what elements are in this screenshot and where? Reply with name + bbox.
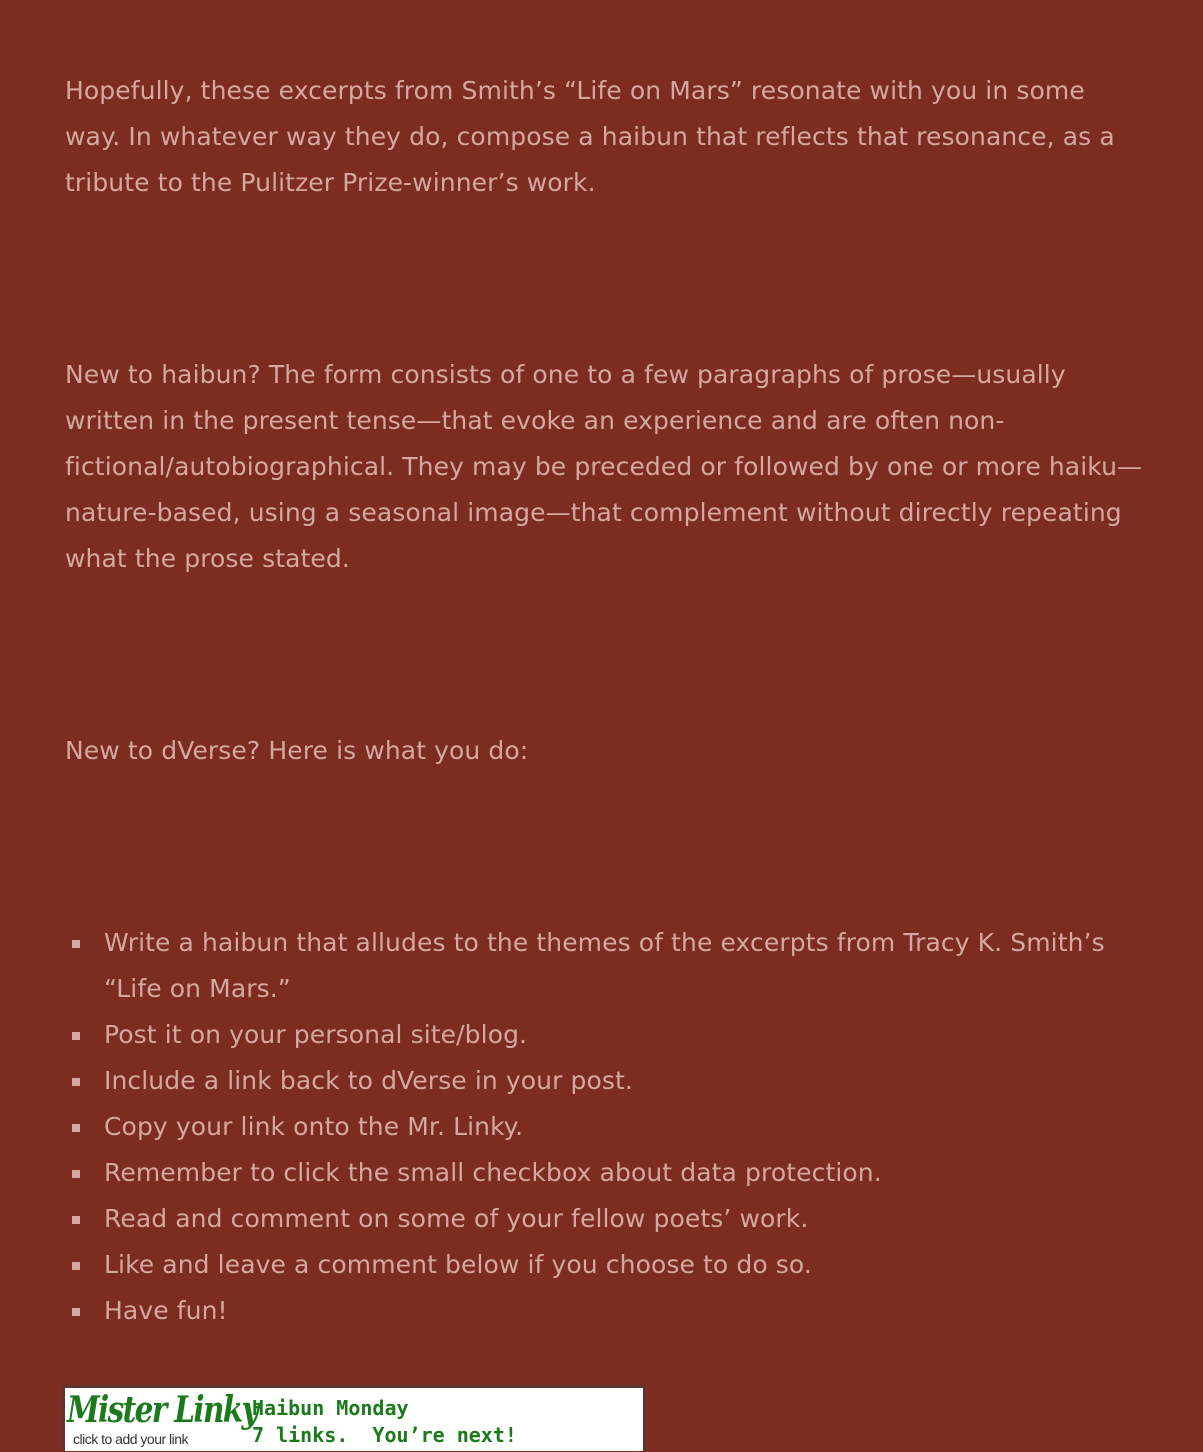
- square-bullet-icon: [72, 1216, 80, 1224]
- square-bullet-icon: [72, 1308, 80, 1316]
- list-item: Have fun!: [104, 1288, 1144, 1334]
- instructions-list: [65, 920, 1144, 1334]
- mister-linky-logo-subtext[interactable]: click to add your link: [73, 1431, 189, 1447]
- list-item: Include a link back to dVerse in your post.: [104, 1058, 1144, 1104]
- square-bullet-icon: [72, 1078, 80, 1086]
- list-item: Remember to click the small checkbox about data protection.: [104, 1150, 1144, 1196]
- square-bullet-icon: [72, 1262, 80, 1270]
- list-item: Like and leave a comment below if you choose to do so.: [104, 1242, 1144, 1288]
- square-bullet-icon: [72, 1170, 80, 1178]
- list-item: Write a haibun that alludes to the themes of the excerpts from Tracy K. Smith’s “Life on Mars.”: [104, 920, 1144, 1012]
- list-item: Post it on your personal site/blog.: [104, 1012, 1144, 1058]
- linky-count-text[interactable]: 7 links. You’re next!: [252, 1423, 517, 1447]
- mister-linky-widget[interactable]: [63, 1385, 645, 1451]
- linky-list-title[interactable]: Haibun Monday: [252, 1396, 409, 1420]
- list-item: Copy your link onto the Mr. Linky.: [104, 1104, 1144, 1150]
- square-bullet-icon: [72, 1032, 80, 1040]
- square-bullet-icon: [72, 1124, 80, 1132]
- square-bullet-icon: [72, 940, 80, 948]
- mister-linky-banner[interactable]: [65, 1388, 643, 1451]
- dverse-instructions-heading: New to dVerse? Here is what you do:: [65, 736, 529, 765]
- intro-paragraph: Hopefully, these excerpts from Smith’s “Life on Mars” resonate with you in some way. In whatever way they do, compose a haibun that reflects that resonance, as a tribute to the Pulitzer Prize-winner’s work.: [65, 76, 1115, 197]
- mister-linky-logo[interactable]: Mister Linky: [67, 1389, 258, 1431]
- list-item: Read and comment on some of your fellow poets’ work.: [104, 1196, 1144, 1242]
- haibun-explanation-paragraph: New to haibun? The form consists of one to a few paragraphs of prose—usually written in the present tense—that evoke an experience and are often non-fictional/autobiographical. They may be preceded or followed by one or more haiku—nature-based, using a seasonal image—that complement without directly repeating what the prose stated.: [65, 360, 1143, 573]
